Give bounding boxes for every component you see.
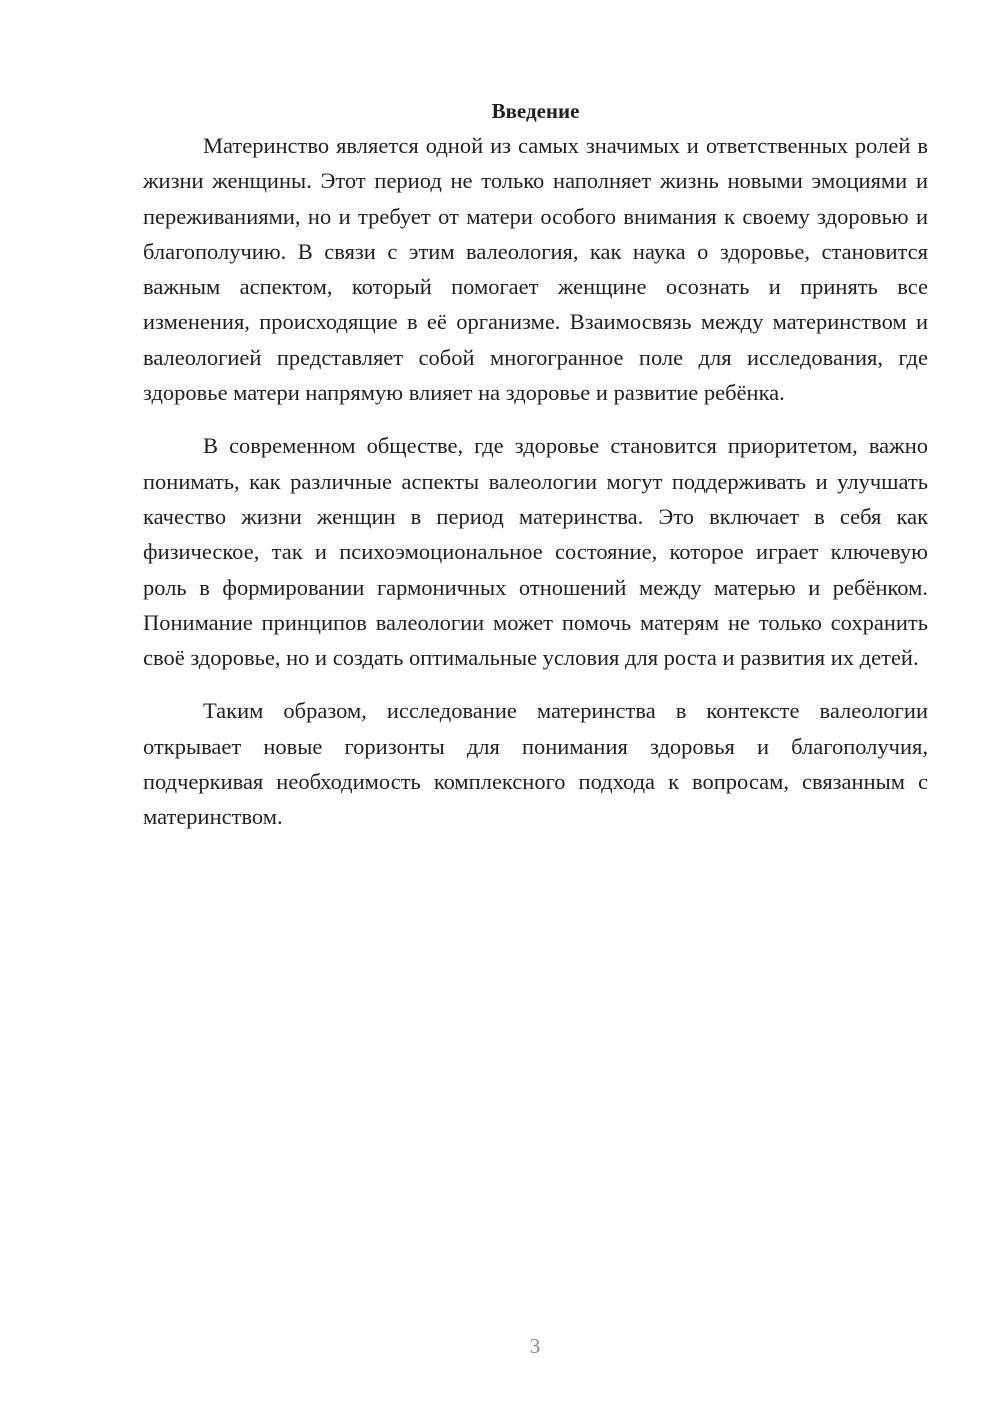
paragraph-2: В современном обществе, где здоровье становится приоритетом, важно понимать, как различные аспекты валеологии могут поддерживать и улучшать качество жизни женщин в период материнства. Это включает в себя как физическое, так и психоэмоциональное состояние, которое играет ключевую роль в формировании гармоничных отношений между матерью и ребёнком. Понимание принципов валеологии может помочь матерям не только сохранить своё здоровье, но и создать оптимальные условия для роста и развития их детей. — [143, 433, 928, 671]
paragraph-3: Таким образом, исследование материнства в контексте валеологии открывает новые горизонты для понимания здоровья и благополучия, подчеркивая необходимость комплексного подхода к вопросам, связанным с материнством. — [143, 698, 928, 830]
paragraph-1: Материнство является одной из самых значимых и ответственных ролей в жизни женщины. Этот период не только наполняет жизнь новыми эмоциями и переживаниями, но и требует от матери особого внимания к своему здоровью и благополучию. В связи с этим валеология, как наука о здоровье, становится важным аспектом, который помогает женщине осознать и принять все изменения, происходящие в её организме. Взаимосвязь между материнством и валеологией представляет собой многогранное поле для исследования, где здоровье матери напрямую влияет на здоровье и развитие ребёнка. — [143, 133, 928, 406]
page-body — [143, 96, 928, 835]
section-heading: Введение — [491, 99, 580, 123]
page-number: 3 — [529, 1334, 541, 1358]
